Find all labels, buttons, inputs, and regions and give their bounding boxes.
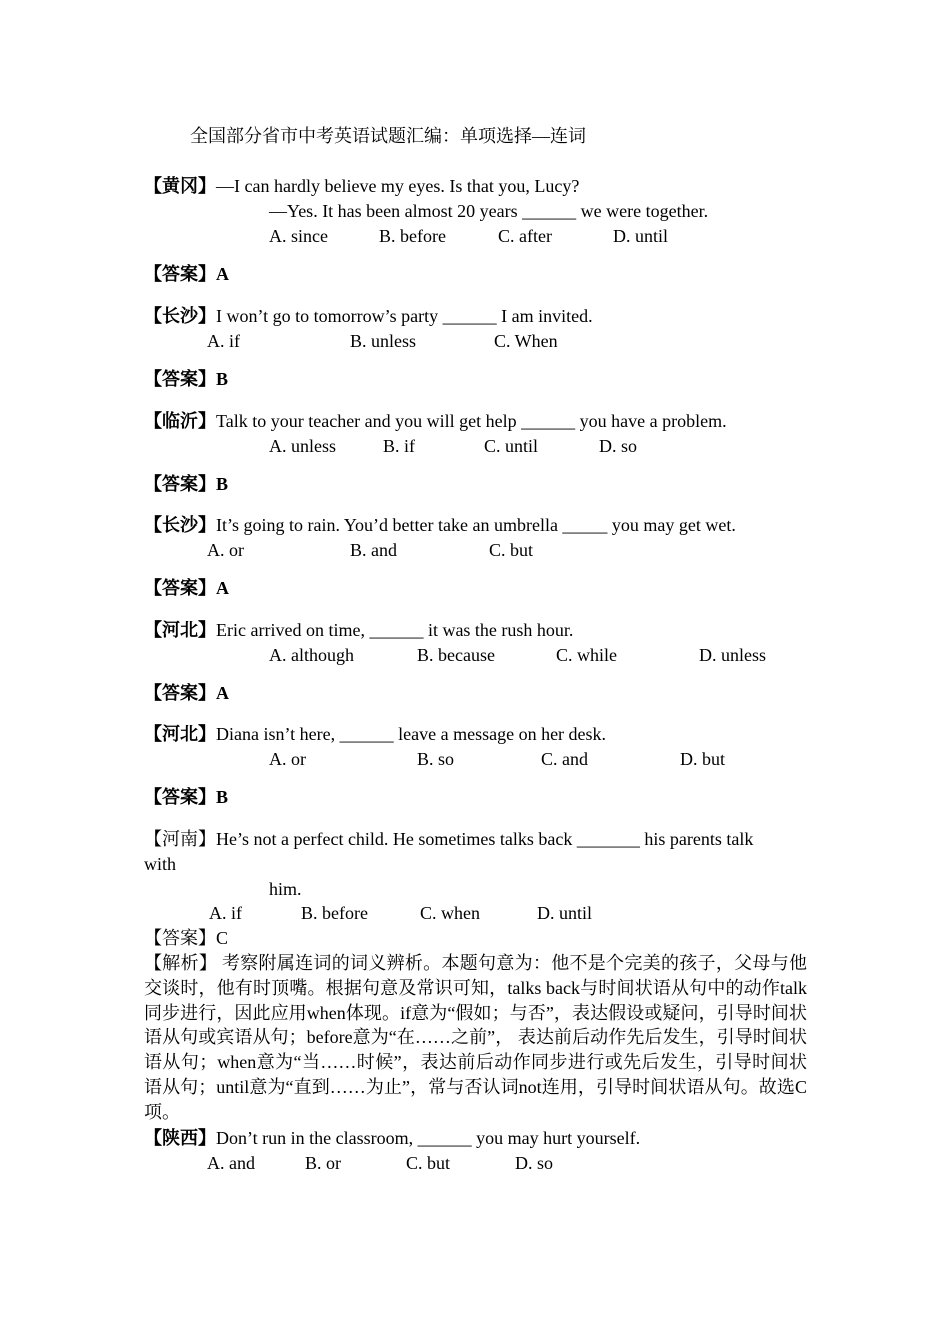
option-a: A. if [209, 903, 242, 923]
answer-3: 【答案】B [144, 474, 229, 494]
option-d: D. so [515, 1153, 554, 1173]
option-c: C. until [484, 436, 539, 456]
answer-1: 【答案】A [144, 264, 229, 284]
region-tag: 【长沙】 [144, 306, 216, 326]
option-c: C. when [420, 903, 480, 923]
option-b: B. unless [350, 331, 417, 351]
option-a: A. or [269, 749, 306, 769]
question-6 [144, 722, 606, 746]
option-a: A. although [269, 645, 354, 665]
option-c: C. after [498, 226, 552, 246]
question-8 [144, 1126, 640, 1150]
question-7-line1b: with [144, 854, 177, 874]
answer-4: 【答案】A [144, 578, 229, 598]
region-tag: 【陕西】 [144, 1128, 216, 1148]
option-d: D. until [613, 226, 669, 246]
option-a: A. since [269, 226, 328, 246]
question-text: Eric arrived on time, ______ it was the rush hour. [216, 620, 574, 640]
option-a: A. unless [269, 436, 336, 456]
question-1-line2: —Yes. It has been almost 20 years ______ we were together. [269, 201, 709, 221]
option-a: A. and [207, 1153, 255, 1173]
question-text: —I can hardly believe my eyes. Is that you, Lucy? [216, 176, 580, 196]
option-c: C. but [489, 540, 534, 560]
question-7-line2: him. [269, 879, 302, 899]
option-d: D. but [680, 749, 725, 769]
option-d: D. unless [699, 645, 766, 665]
region-tag: 【河南】 [144, 829, 216, 849]
question-text: Talk to your teacher and you will get help ______ you have a problem. [216, 411, 727, 431]
option-a: A. or [207, 540, 244, 560]
question-text: It’s going to rain. You’d better take an umbrella _____ you may get wet. [216, 515, 736, 535]
answer-6: 【答案】B [144, 787, 229, 807]
question-5 [144, 618, 573, 642]
region-tag: 【河北】 [144, 724, 216, 744]
region-tag: 【长沙】 [144, 515, 216, 535]
option-c: C. while [556, 645, 617, 665]
question-text: Diana isn’t here, ______ leave a message on her desk. [216, 724, 607, 744]
option-d: D. so [599, 436, 638, 456]
option-a: A. if [207, 331, 240, 351]
region-tag: 【河北】 [144, 620, 216, 640]
question-2 [144, 304, 593, 328]
option-d: D. until [537, 903, 593, 923]
option-b: B. so [417, 749, 455, 769]
option-b: B. if [383, 436, 416, 456]
question-1 [144, 174, 579, 198]
region-tag: 【临沂】 [144, 411, 216, 431]
option-b: B. before [301, 903, 368, 923]
question-3 [144, 409, 727, 433]
question-text: Don’t run in the classroom, ______ you may hurt yourself. [216, 1128, 641, 1148]
option-b: B. before [379, 226, 446, 246]
option-c: C. When [494, 331, 558, 351]
answer-7: 【答案】C [144, 928, 229, 948]
question-text: I won’t go to tomorrow’s party ______ I am invited. [216, 306, 593, 326]
analysis-tag: 【解析】 [144, 953, 218, 973]
answer-2: 【答案】B [144, 369, 229, 389]
analysis-paragraph [144, 951, 807, 1125]
option-b: B. because [417, 645, 495, 665]
page-title: 全国部分省市中考英语试题汇编：单项选择—连词 [190, 126, 586, 146]
question-text: He’s not a perfect child. He sometimes talks back _______ his parents talk [216, 829, 754, 849]
region-tag: 【黄冈】 [144, 176, 216, 196]
question-4 [144, 513, 736, 537]
question-7 [144, 827, 807, 851]
option-c: C. but [406, 1153, 451, 1173]
analysis-text: 考察附属连词的词义辨析。本题句意为：他不是个完美的孩子，父母与他交谈时，他有时顶嘴。根据句意及常识可知，talks back与时间状语从句中的动作talk同步进行，因此应用when体现。if意为“假如；与否”，表达假设或疑问，引导时间状语从句或宾语从句；before意为“在……之前”， 表达前后动作先后发生，引导时间状语从句；when意为“当……时候”，表达前后动作同步进行或先后发生，引导时间状语从句；until意为“直到……为止”，常与否认词not连用，引导时间状语从句。故选C项。 [144, 953, 808, 1122]
option-c: C. and [541, 749, 588, 769]
answer-5: 【答案】A [144, 683, 229, 703]
option-b: B. or [305, 1153, 341, 1173]
option-b: B. and [350, 540, 397, 560]
